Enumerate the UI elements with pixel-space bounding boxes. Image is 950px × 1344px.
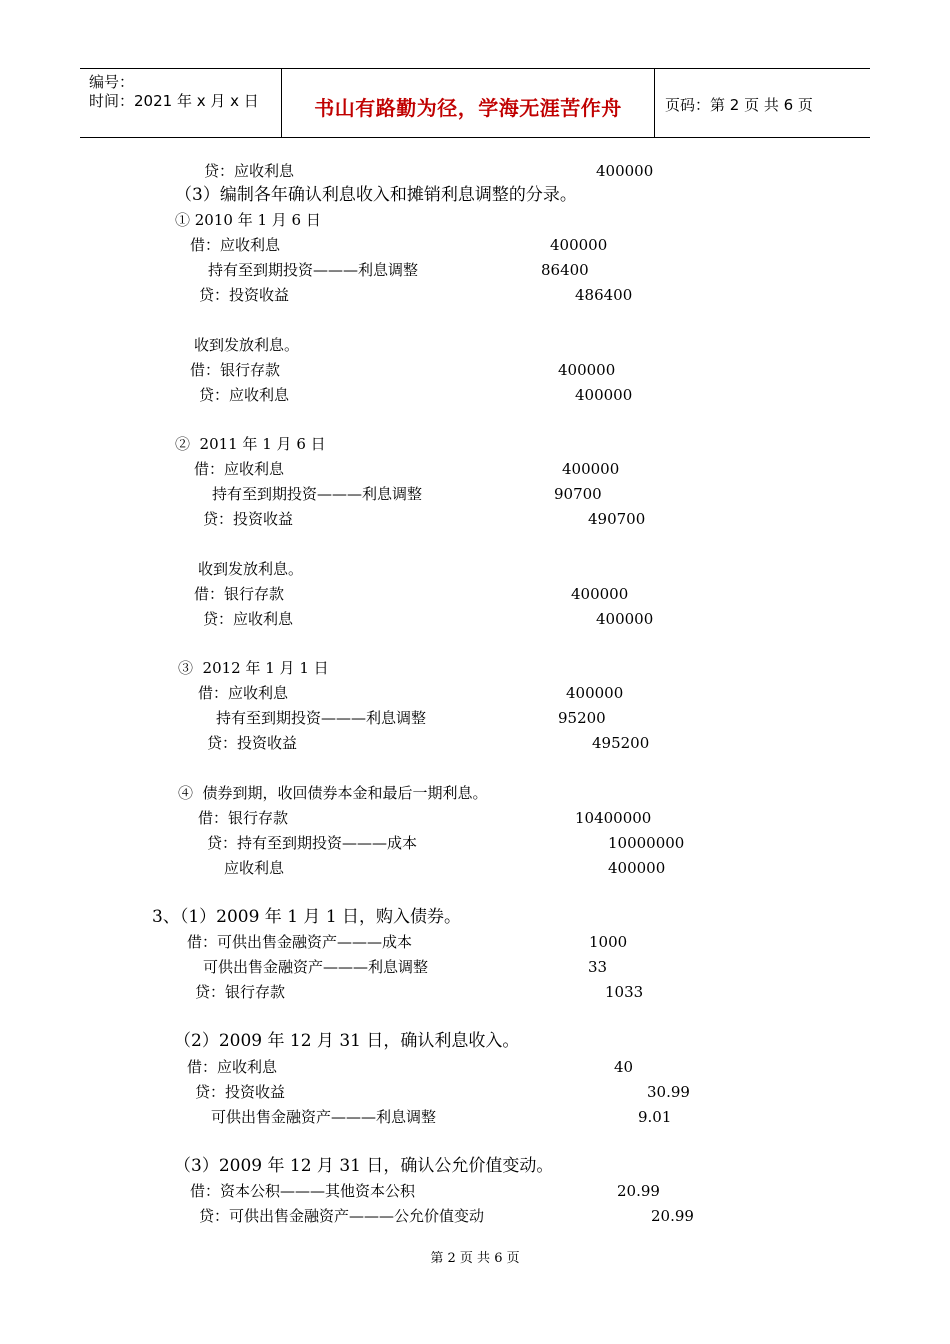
entry-date: ② 2011 年 1 月 6 日 (175, 435, 326, 453)
motto-text: 书山有路勤为径，学海无涯苦作舟 (314, 96, 622, 120)
amount: 95200 (558, 709, 606, 727)
journal-line: 贷：应收利息 (204, 162, 295, 180)
section-heading: （2）2009 年 12 月 31 日，确认利息收入。 (174, 1031, 520, 1051)
journal-line: 可供出售金融资产———利息调整 (211, 1108, 437, 1126)
journal-line: 持有至到期投资———利息调整 (208, 261, 419, 279)
journal-line: 持有至到期投资———利息调整 (212, 485, 423, 503)
section-heading: 3、（1）2009 年 1 月 1 日，购入债券。 (152, 907, 462, 927)
amount: 90700 (554, 485, 602, 503)
amount: 400000 (558, 361, 616, 379)
entry-note: 收到发放利息。 (194, 336, 300, 354)
journal-line: 贷：投资收益 (195, 1083, 286, 1101)
header-page-cell (655, 69, 870, 137)
journal-line: 借：应收利息 (198, 684, 289, 702)
amount: 400000 (596, 610, 654, 628)
amount: 400000 (550, 236, 608, 254)
journal-line: 借：银行存款 (194, 585, 285, 603)
amount: 40 (614, 1058, 634, 1076)
journal-line: 借：银行存款 (190, 361, 281, 379)
amount: 33 (588, 958, 608, 976)
journal-line: 借：可供出售金融资产———成本 (187, 933, 413, 951)
document-number-label: 编号： (89, 73, 135, 91)
entry-note: 收到发放利息。 (198, 560, 304, 578)
journal-line: 贷：应收利息 (199, 386, 290, 404)
amount: 400000 (575, 386, 633, 404)
journal-line: 借：应收利息 (187, 1058, 278, 1076)
amount: 86400 (541, 261, 589, 279)
page-header (80, 68, 870, 138)
page-number-label: 页码：第 2 页 共 6 页 (665, 96, 813, 114)
journal-line: 借：银行存款 (198, 809, 289, 827)
entry-date: ④ 债券到期，收回债券本金和最后一期利息。 (178, 784, 488, 802)
journal-line: 贷：可供出售金融资产———公允价值变动 (199, 1207, 485, 1225)
amount: 490700 (588, 510, 646, 528)
journal-line: 借：资本公积———其他资本公积 (190, 1182, 416, 1200)
journal-line: 贷：投资收益 (199, 286, 290, 304)
amount: 1033 (605, 983, 644, 1001)
journal-line: 应收利息 (224, 859, 285, 877)
amount: 400000 (562, 460, 620, 478)
amount: 400000 (566, 684, 624, 702)
journal-line: 贷：投资收益 (207, 734, 298, 752)
amount: 1000 (589, 933, 628, 951)
amount: 30.99 (647, 1083, 690, 1101)
header-motto-cell (282, 69, 655, 137)
amount: 10000000 (608, 834, 685, 852)
amount: 400000 (596, 162, 654, 180)
amount: 400000 (571, 585, 629, 603)
journal-line: 贷：银行存款 (195, 983, 286, 1001)
page-footer: 第 2 页 共 6 页 (430, 1251, 520, 1266)
journal-line: 借：应收利息 (190, 236, 281, 254)
journal-line: 贷：投资收益 (203, 510, 294, 528)
amount: 400000 (608, 859, 666, 877)
amount: 10400000 (575, 809, 652, 827)
header-info-cell (80, 69, 282, 137)
amount: 495200 (592, 734, 650, 752)
amount: 20.99 (651, 1207, 694, 1225)
amount: 486400 (575, 286, 633, 304)
journal-line: 贷：应收利息 (203, 610, 294, 628)
journal-line: 贷：持有至到期投资———成本 (207, 834, 418, 852)
journal-line: 持有至到期投资———利息调整 (216, 709, 427, 727)
document-time-label: 时间：2021 年 x 月 x 日 (89, 92, 259, 110)
entry-date: ① 2010 年 1 月 6 日 (175, 211, 321, 229)
journal-line: 可供出售金融资产———利息调整 (203, 958, 429, 976)
entry-date: ③ 2012 年 1 月 1 日 (178, 659, 329, 677)
journal-line: 借：应收利息 (194, 460, 285, 478)
section-heading: （3）编制各年确认利息收入和摊销利息调整的分录。 (175, 185, 577, 205)
amount: 20.99 (617, 1182, 660, 1200)
amount: 9.01 (638, 1108, 672, 1126)
section-heading: （3）2009 年 12 月 31 日，确认公允价值变动。 (174, 1156, 554, 1176)
